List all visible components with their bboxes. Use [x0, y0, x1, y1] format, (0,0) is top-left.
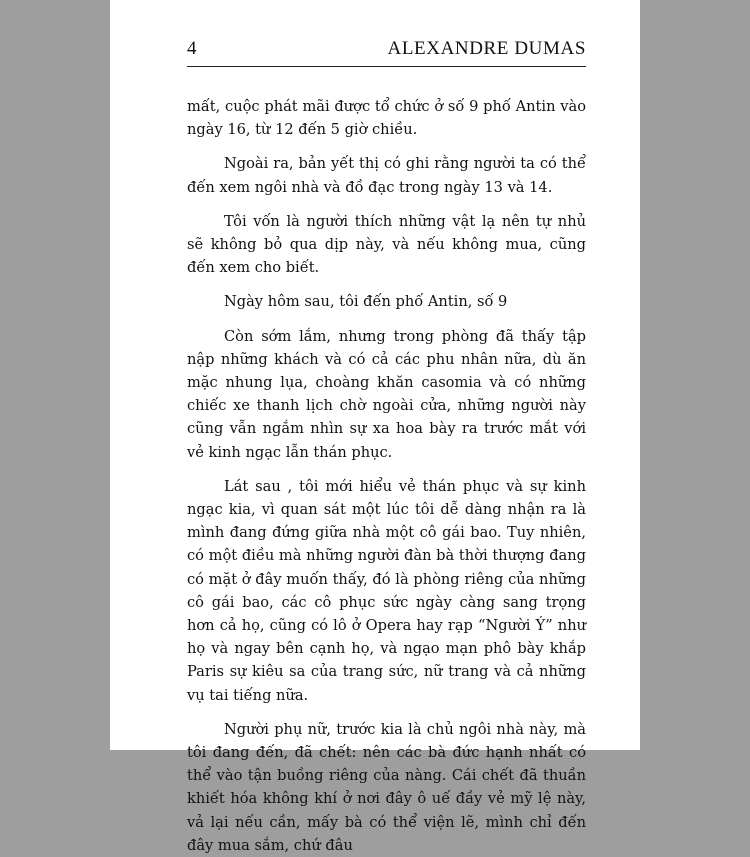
- paragraph: Người phụ nữ, trước kia là chủ ngôi nhà này, mà tôi đang đến, đã chết: nên các bà đức hạnh nhất có thể vào tận buồng riêng của nàng. Cái chết đã thuần khiết hóa không khí ở nơi đây ô uế đầy vẻ mỹ lệ này, vả lại nếu cần, mấy bà có thể viện lẽ, mình chỉ đến đây mua sắm, chứ đâu: [187, 720, 586, 854]
- paragraph: Ngày hôm sau, tôi đến phố Antin, số 9: [224, 293, 508, 311]
- paragraph: Lát sau , tôi mới hiểu vẻ thán phục và sự kinh ngạc kia, vì quan sát một lúc tôi dễ dàng nhận ra là mình đang đứng giữa nhà một cô gái bao. Tuy nhiên, có một điều mà những người đàn bà thời thượng đang có mặt ở đây muốn thấy, đó là phòng riêng của những cô gái bao, các cô phục sức ngày càng sang trọng hơn cả họ, cũng có lô ở Opera hay rạp “Người Ý” như họ và ngay bên cạnh họ, và ngạo mạn phô bày khắp Paris sự kiêu sa của trang sức, nữ trang và cả những vụ tai tiếng nữa.: [187, 477, 586, 704]
- page-number: 4: [187, 38, 197, 59]
- paragraph: Ngoài ra, bản yết thị có ghi rằng người ta có thể đến xem ngôi nhà và đồ đạc trong ngày 13 và 14.: [187, 155, 586, 196]
- author-name: ALEXANDRE DUMAS: [387, 38, 586, 59]
- paragraph: Tôi vốn là người thích những vật lạ nên tự nhủ sẽ không bỏ qua dịp này, và nếu không mua, cũng đến xem cho biết.: [187, 212, 586, 277]
- paragraph: Còn sớm lắm, nhưng trong phòng đã thấy tập nập những khách và có cả các phu nhân nữa, dù ăn mặc nhung lụa, choàng khăn casomia và có những chiếc xe thanh lịch chờ ngoài cửa, những người này cũng vẫn ngắm nhìn sự xa hoa bày ra trước mắt với vẻ kinh ngạc lẫn thán phục.: [187, 327, 586, 461]
- page-body: [187, 95, 586, 857]
- paragraph: mất, cuộc phát mãi được tổ chức ở số 9 phố Antin vào ngày 16, từ 12 đến 5 giờ chiều.: [187, 98, 586, 139]
- book-page: [110, 0, 640, 854]
- running-header: [187, 38, 586, 67]
